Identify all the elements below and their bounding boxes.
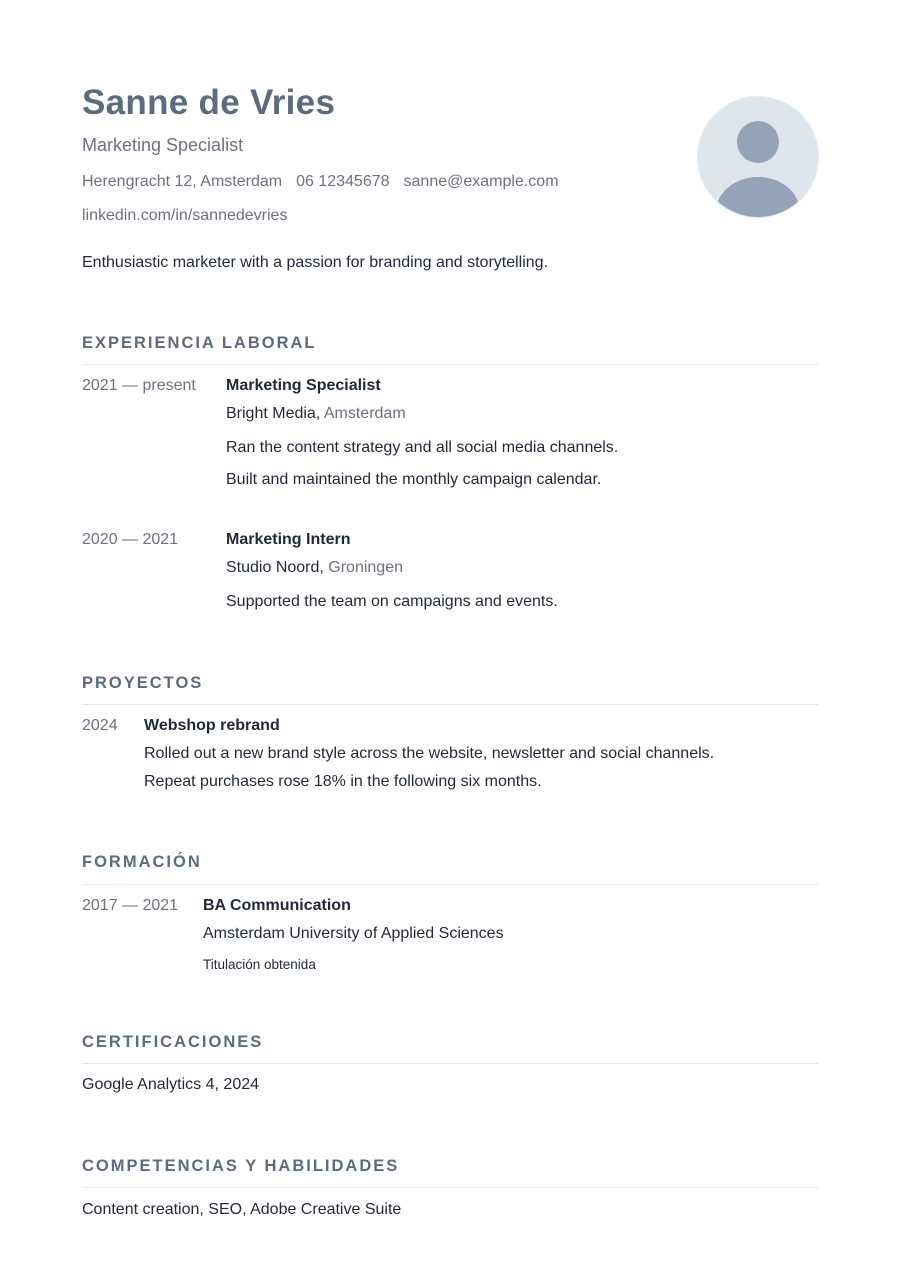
education-dates: 2017 — 2021 (82, 897, 179, 914)
phone: 06 12345678 (296, 173, 390, 190)
certification-text: Google Analytics 4, 2024 (82, 1076, 260, 1093)
experience-location: Amsterdam (323, 405, 406, 422)
section-title-experience: EXPERIENCIA LABORAL (82, 334, 317, 352)
section-title-projects: PROYECTOS (82, 674, 204, 692)
project-line: Repeat purchases rose 18% in the following six months. (144, 773, 542, 790)
section-divider (82, 704, 818, 705)
email: sanne@example.com (403, 173, 559, 190)
experience-employer: Bright Media, Amsterdam (226, 405, 406, 422)
candidate-name: Sanne de Vries (82, 83, 336, 122)
project-line: Rolled out a new brand style across the website, newsletter and social channels. (144, 745, 715, 762)
skills-text: Content creation, SEO, Adobe Creative Suite (82, 1201, 402, 1218)
experience-company: Studio Noord (226, 559, 320, 576)
project-title: Webshop rebrand (144, 717, 280, 734)
avatar-body-icon (716, 177, 800, 217)
linkedin-link: linkedin.com/in/sannedevries (82, 207, 288, 224)
summary: Enthusiastic marketer with a passion for branding and storytelling. (82, 254, 549, 271)
avatar (698, 97, 818, 217)
experience-dates: 2020 — 2021 (82, 531, 179, 548)
section-divider (82, 364, 818, 365)
address: Herengracht 12, Amsterdam (82, 173, 283, 190)
section-divider (82, 1187, 818, 1188)
section-title-education: FORMACIÓN (82, 853, 202, 871)
avatar-head-icon (737, 121, 779, 163)
education-school: Amsterdam University of Applied Sciences (203, 925, 504, 942)
experience-bullet: Ran the content strategy and all social media channels. (226, 439, 619, 456)
section-divider (82, 884, 818, 885)
contact-line (82, 172, 573, 192)
experience-employer: Studio Noord, Groningen (226, 559, 403, 576)
project-year: 2024 (82, 717, 118, 734)
experience-title: Marketing Intern (226, 531, 351, 548)
education-degree: BA Communication (203, 897, 351, 914)
section-title-certifications: CERTIFICACIONES (82, 1033, 264, 1051)
education-note: Titulación obtenida (203, 957, 316, 972)
experience-company: Bright Media (226, 405, 316, 422)
experience-dates: 2021 — present (82, 377, 196, 394)
experience-title: Marketing Specialist (226, 377, 381, 394)
section-title-skills: COMPETENCIAS Y HABILIDADES (82, 1157, 400, 1175)
candidate-role: Marketing Specialist (82, 135, 244, 155)
experience-bullet: Built and maintained the monthly campaign calendar. (226, 471, 602, 488)
experience-bullet: Supported the team on campaigns and events. (226, 593, 558, 610)
section-divider (82, 1063, 818, 1064)
experience-location: Groningen (328, 559, 403, 576)
